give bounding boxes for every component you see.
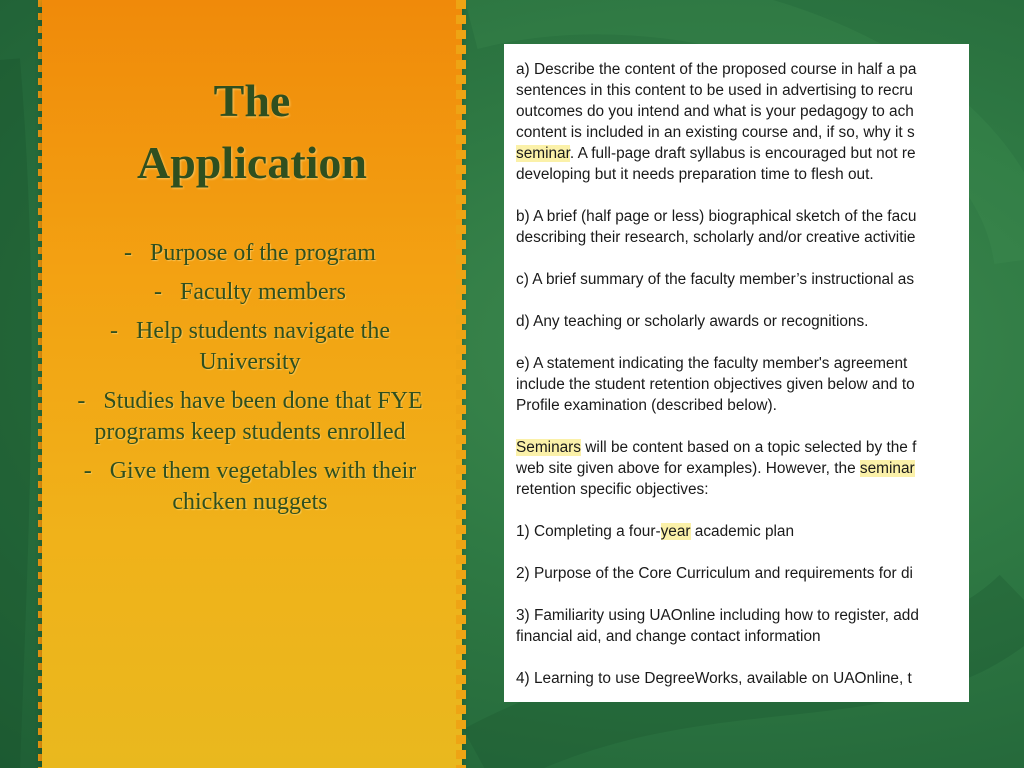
highlight: year <box>660 523 691 540</box>
objective-4: 4) Learning to use DegreeWorks, available on UAOnline, t <box>516 670 912 687</box>
bullet-item: - Help students navigate the University <box>110 318 390 375</box>
paragraph-c: c) A brief summary of the faculty member’s instructional as <box>516 271 915 288</box>
bullet-item: - Give them vegetables with their chicken nuggets <box>83 458 417 515</box>
bullet-item: - Studies have been done that FYE programs keep students enrolled <box>77 388 423 445</box>
objective-3: 3) Familiarity using UAOnline including how to register, add financial aid, and change contact information <box>516 607 919 645</box>
highlight: seminar <box>516 145 570 162</box>
slide-title: The Application <box>136 75 368 188</box>
bullet-item: - Purpose of the program <box>124 240 376 266</box>
paragraph-e: e) A statement indicating the faculty member's agreement include the student retention objectives given below and to Profile examination (described below). <box>516 355 915 414</box>
paragraph-a: a) Describe the content of the proposed course in half a pa sentences in this content to be used in advertising to recru outcomes do you intend and what is your pedagogy to ach content is included in an existing course and, if so, why it s seminar. A full-page draft syllabus is encouraged but not re developing but it needs preparation time to flesh out. <box>516 61 917 183</box>
panel-rough-edge-right <box>456 0 466 768</box>
paragraph-seminars: Seminars will be content based on a topic selected by the f web site given above for examples). However, the seminar retention specific objectives: <box>516 439 917 498</box>
bullet-list <box>70 238 430 526</box>
document-excerpt <box>504 44 969 702</box>
highlight: Seminars <box>516 439 582 456</box>
highlight: seminar <box>859 460 915 477</box>
bullet-item: - Faculty members <box>154 279 346 305</box>
objective-2: 2) Purpose of the Core Curriculum and requirements for di <box>516 565 913 582</box>
objective-1: 1) Completing a four-year academic plan <box>516 523 795 540</box>
paragraph-d: d) Any teaching or scholarly awards or recognitions. <box>516 313 869 330</box>
paragraph-b: b) A brief (half page or less) biographical sketch of the facu describing their research, scholarly and/or creative activitie <box>516 208 917 246</box>
